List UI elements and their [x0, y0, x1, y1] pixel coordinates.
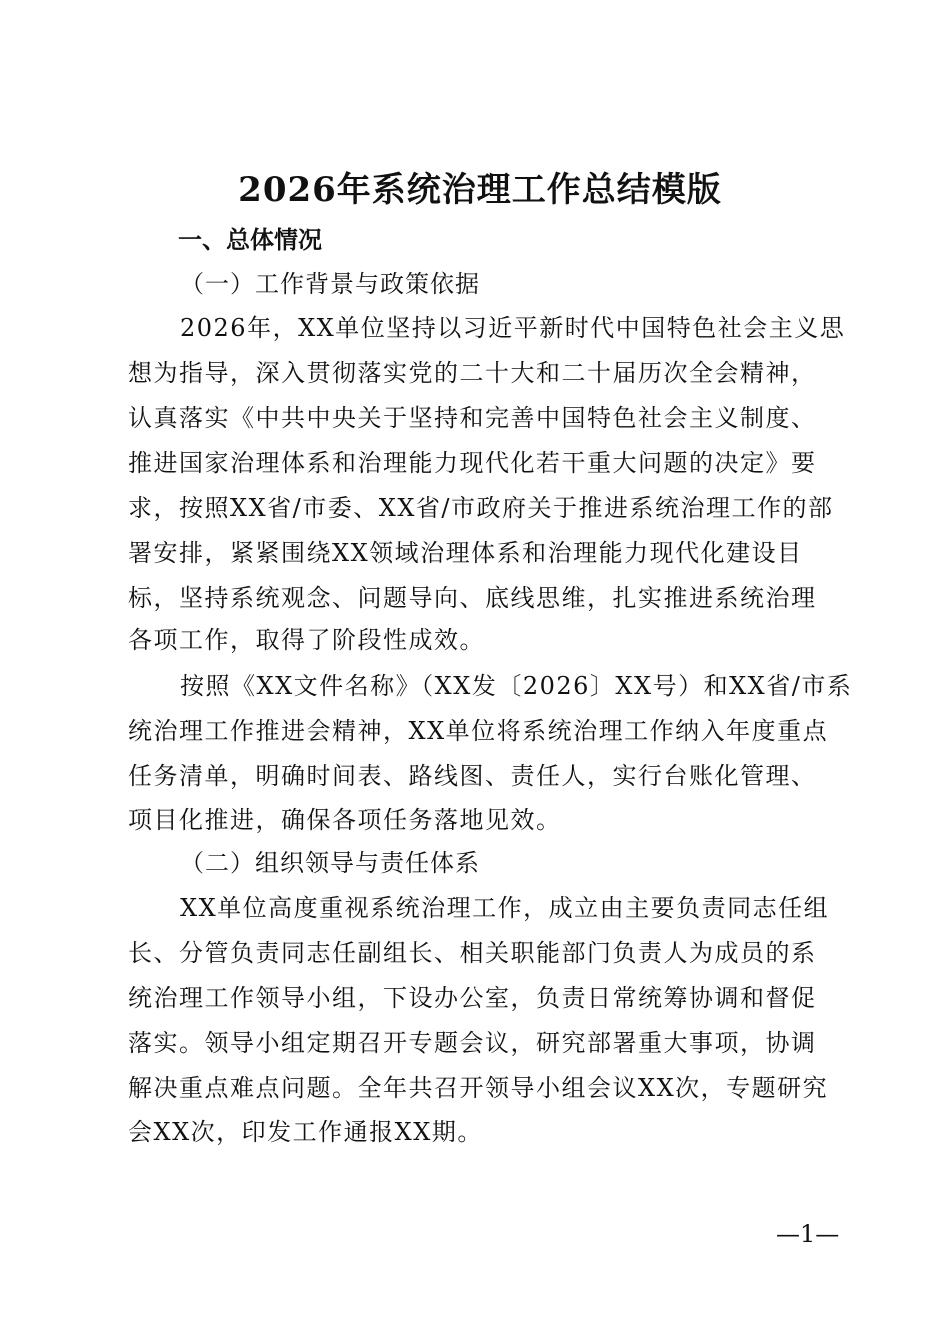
paragraph-line: XX单位高度重视系统治理工作，成立由主要负责同志任组 [180, 894, 830, 922]
paragraph-line: 各项工作，取得了阶段性成效。 [128, 626, 485, 654]
paragraph-line: 署安排，紧紧围绕XX领域治理体系和治理能力现代化建设目 [128, 539, 803, 567]
page-number: —1— [776, 1220, 840, 1248]
paragraph-line: 解决重点难点问题。全年共召开领导小组会议XX次，专题研究 [128, 1074, 829, 1102]
subsection-heading-leadership: （二）组织领导与责任体系 [180, 849, 480, 877]
paragraph-line: 项目化推进，确保各项任务落地见效。 [128, 806, 562, 834]
paragraph-line: 求，按照XX省/市委、XX省/市政府关于推进系统治理工作的部 [128, 494, 834, 522]
paragraph-line: 推进国家治理体系和治理能力现代化若干重大问题的决定》要 [128, 449, 817, 477]
paragraph-line: 落实。领导小组定期召开专题会议，研究部署重大事项，协调 [128, 1029, 817, 1057]
paragraph-line: 长、分管负责同志任副组长、相关职能部门负责人为成员的系 [128, 939, 817, 967]
document-title: 2026年系统治理工作总结模版 [238, 170, 722, 210]
paragraph-line: 想为指导，深入贯彻落实党的二十大和二十届历次全会精神， [128, 359, 817, 387]
paragraph-line: 统治理工作推进会精神，XX单位将系统治理工作纳入年度重点 [128, 717, 829, 745]
paragraph-line: 会XX次，印发工作通报XX期。 [128, 1118, 483, 1146]
paragraph-line: 任务清单，明确时间表、路线图、责任人，实行台账化管理、 [128, 762, 817, 790]
paragraph-line: 统治理工作领导小组，下设办公室，负责日常统筹协调和督促 [128, 984, 817, 1012]
subsection-heading-background: （一）工作背景与政策依据 [180, 270, 480, 298]
paragraph-line: 标，坚持系统观念、问题导向、底线思维，扎实推进系统治理 [128, 584, 817, 612]
section-heading-overview: 一、总体情况 [178, 226, 322, 254]
paragraph-line: 认真落实《中共中央关于坚持和完善中国特色社会主义制度、 [128, 404, 817, 432]
paragraph-line: 按照《XX文件名称》（XX发〔2026〕XX号）和XX省/市系 [180, 672, 853, 700]
paragraph-line: 2026年，XX单位坚持以习近平新时代中国特色社会主义思 [180, 314, 846, 342]
